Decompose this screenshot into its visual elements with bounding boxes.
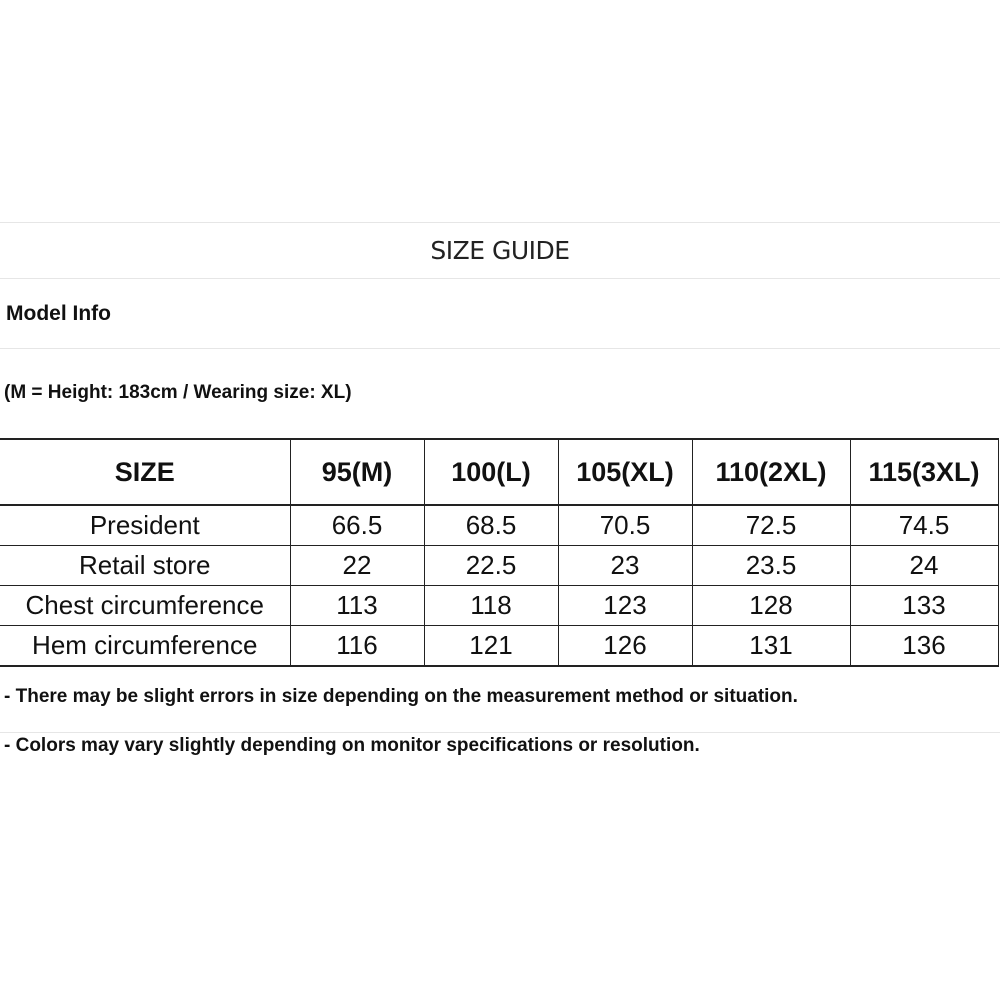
row-label: Chest circumference	[0, 586, 290, 626]
table-row	[0, 505, 998, 546]
header-cell-110-2xl: 110(2XL)	[692, 439, 850, 505]
table-cell: 22.5	[424, 546, 558, 586]
header-cell-95m: 95(M)	[290, 439, 424, 505]
table-cell: 24	[850, 546, 998, 586]
table-row	[0, 586, 998, 626]
table-cell: 126	[558, 626, 692, 667]
divider	[0, 348, 1000, 349]
table-cell: 70.5	[558, 505, 692, 546]
color-note: - Colors may vary slightly depending on monitor specifications or resolution.	[4, 735, 700, 756]
table-cell: 22	[290, 546, 424, 586]
divider	[0, 732, 1000, 733]
table-cell: 133	[850, 586, 998, 626]
measurement-note: - There may be slight errors in size depending on the measurement method or situation.	[4, 686, 798, 707]
table-cell: 66.5	[290, 505, 424, 546]
row-label: Hem circumference	[0, 626, 290, 667]
header-cell-100l: 100(L)	[424, 439, 558, 505]
table-cell: 128	[692, 586, 850, 626]
header-cell-size: SIZE	[0, 439, 290, 505]
table-cell: 113	[290, 586, 424, 626]
divider	[0, 222, 1000, 223]
header-cell-115-3xl: 115(3XL)	[850, 439, 998, 505]
table-cell: 123	[558, 586, 692, 626]
table-cell: 116	[290, 626, 424, 667]
table-row	[0, 626, 998, 667]
row-label: President	[0, 505, 290, 546]
size-table	[0, 438, 999, 667]
table-cell: 23.5	[692, 546, 850, 586]
table-cell: 23	[558, 546, 692, 586]
model-info-heading: Model Info	[6, 302, 111, 325]
model-info-details: (M = Height: 183cm / Wearing size: XL)	[4, 382, 352, 403]
table-cell: 72.5	[692, 505, 850, 546]
table-cell: 131	[692, 626, 850, 667]
page-title: SIZE GUIDE	[430, 236, 570, 265]
table-cell: 118	[424, 586, 558, 626]
divider	[0, 278, 1000, 279]
header-cell-105xl: 105(XL)	[558, 439, 692, 505]
table-header-row	[0, 439, 998, 505]
table-cell: 136	[850, 626, 998, 667]
table-cell: 121	[424, 626, 558, 667]
table-cell: 68.5	[424, 505, 558, 546]
table-cell: 74.5	[850, 505, 998, 546]
table-row	[0, 546, 998, 586]
row-label: Retail store	[0, 546, 290, 586]
